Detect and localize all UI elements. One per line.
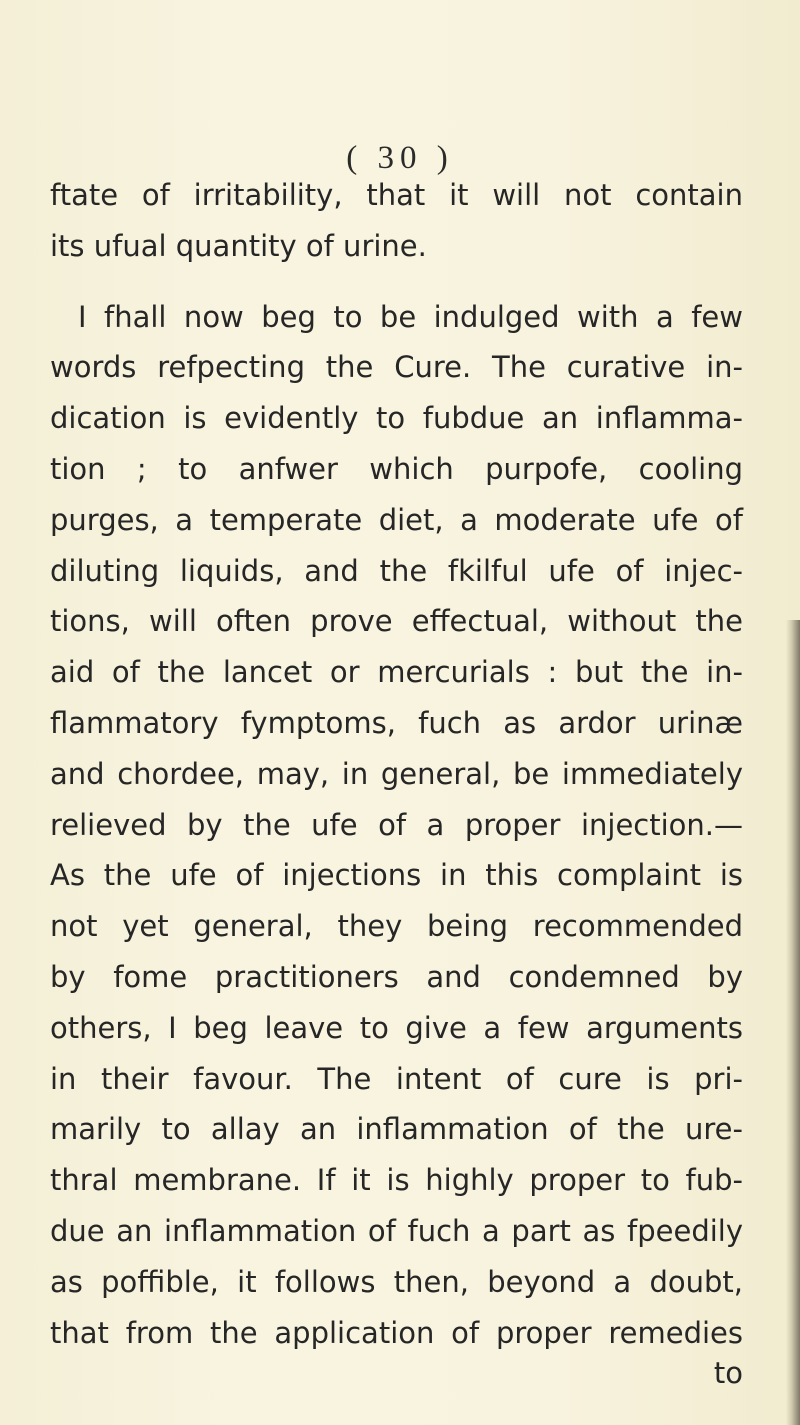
text-line: that from the application of proper remedies: [50, 1315, 743, 1350]
text-line: relieved by the ufe of a proper injection.—: [50, 807, 743, 842]
text-line: its ufual quantity of urine.: [50, 228, 427, 263]
page-number: ( 30 ): [346, 140, 454, 176]
text-line: flammatory fymptoms, fuch as ardor urinæ: [50, 705, 743, 740]
text-line: marily to allay an inflammation of the ure-: [50, 1112, 743, 1147]
text-line: purges, a temperate diet, a moderate ufe of: [50, 502, 743, 537]
paragraph-gap: [50, 272, 743, 292]
body-text: [50, 170, 743, 1358]
text-line: I fhall now beg to be indulged with a few: [78, 299, 743, 334]
text-line: diluting liquids, and the fkilful ufe of injec-: [50, 553, 743, 588]
text-line: tions, will often prove effectual, without the: [50, 604, 743, 639]
text-line: others, I beg leave to give a few arguments: [50, 1010, 743, 1045]
text-line: thral membrane. If it is highly proper to fub-: [50, 1163, 743, 1198]
catchword: to: [713, 1356, 743, 1390]
text-line: as poffible, it follows then, beyond a doubt,: [50, 1264, 743, 1299]
text-line: due an inflammation of fuch a part as fpeedily: [50, 1213, 743, 1248]
text-line: tion ; to anfwer which purpofe, cooling: [50, 451, 743, 486]
text-line: As the ufe of injections in this complaint is: [50, 858, 743, 893]
text-line: words refpecting the Cure. The curative in-: [50, 350, 743, 385]
text-line: and chordee, may, in general, be immediately: [50, 756, 743, 791]
text-line: in their favour. The intent of cure is pri-: [50, 1061, 743, 1096]
text-line: aid of the lancet or mercurials : but the in-: [50, 655, 743, 690]
text-line: not yet general, they being recommended: [50, 909, 743, 944]
text-line: ftate of irritability, that it will not contain: [50, 178, 743, 212]
text-line: dication is evidently to fubdue an inflamma-: [50, 401, 743, 436]
text-line: by fome practitioners and condemned by: [50, 959, 743, 994]
page-gutter-shadow: [786, 620, 800, 1425]
